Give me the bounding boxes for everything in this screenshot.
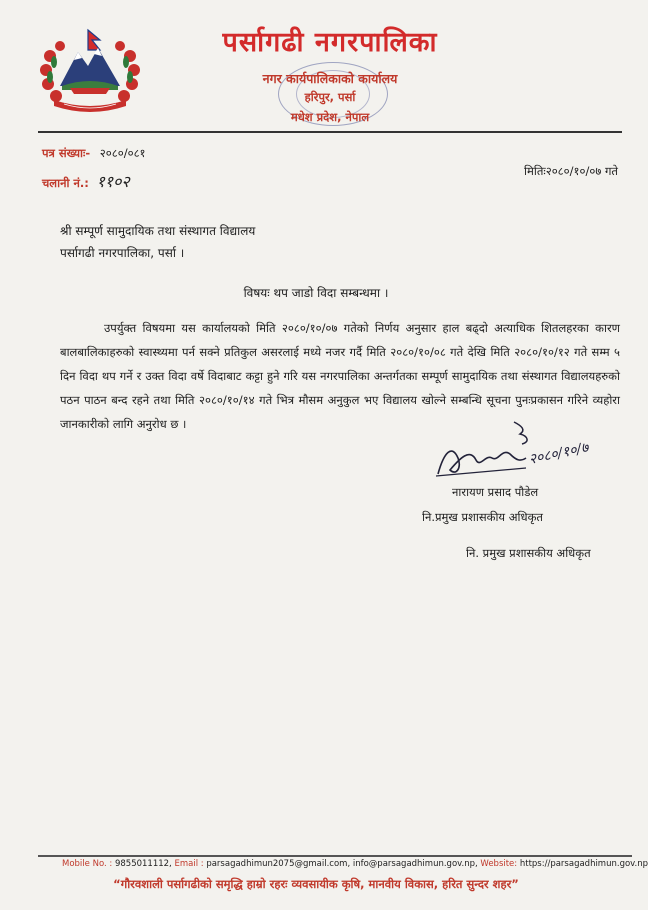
mobile-label: Mobile No. : xyxy=(62,859,113,869)
website-url: https://parsagadhimun.gov.np xyxy=(519,859,648,869)
website-label: Website: xyxy=(480,859,518,869)
handwritten-signature xyxy=(430,418,620,482)
addressee-line-1: श्री सम्पूर्ण सामुदायिक तथा संस्थागत विद्यालय xyxy=(60,224,256,238)
footer-divider xyxy=(38,855,632,857)
dispatch-number xyxy=(42,170,130,192)
letter-body: उपर्युक्त विषयमा यस कार्यालयको मिति २०८०/१०/०७ गतेको निर्णय अनुसार हाल बढ्दो अत्याधिक शितलहरका कारण बालबालिकाहरुको स्वास्थ्यमा पर्न सक्ने प्रतिकुल असरलाई मध्ये नजर गर्दै मिति २०८०/१०/०८ गते देखि मिति २०८०/१०/१२ गते सम्म ५ दिन विदा थप गर्ने र उक्त विदा वर्षे विदाबाट कट्टा हुने गरि यस नगरपालिका अन्तर्गतका सम्पूर्ण सामुदायिक तथा संस्थागत विद्यालयहरुको पठन पाठन बन्द रहने तथा मिति २०८०/१०/१४ गते भित्र मौसम अनुकुल भए विद्यालय खोल्ने सम्बन्धि सूचना पुनःप्रकासन गरिने व्यहोरा जानकारीको लागि अनुरोध छ । xyxy=(60,321,620,431)
header-divider xyxy=(38,131,622,133)
organization-name: पर्सागढी नगरपालिका xyxy=(222,27,438,58)
office-place: हरिपुर, पर्सा xyxy=(304,90,356,104)
signatory-name: नारायण प्रसाद पौडेल xyxy=(452,485,539,499)
dispatch-number-value: ११०२ xyxy=(96,172,130,191)
addressee-line-2: पर्सागढी नगरपालिका, पर्सा । xyxy=(60,246,185,260)
letter-date: मितिः२०८०/१०/०७ गते xyxy=(524,164,618,178)
mobile-number: 9855011112, xyxy=(114,859,172,869)
letter-number xyxy=(42,146,146,161)
footer-contact xyxy=(62,859,648,869)
email-label: Email : xyxy=(174,859,204,869)
letter-number-value: २०८०/०८१ xyxy=(99,146,146,160)
letter-subject: विषयः थप जाडो विदा सम्बन्धमा । xyxy=(243,286,389,300)
email-addresses: parsagadhimun2075@gmail.com, info@parsagadhimun.gov.np, xyxy=(206,859,478,869)
office-province: मधेश प्रदेश, नेपाल xyxy=(290,110,370,124)
nepal-government-emblem-icon xyxy=(34,26,146,114)
office-name: नगर कार्यपालिकाको कार्यालय xyxy=(262,71,398,86)
signatory-post-typed: नि. प्रमुख प्रशासकीय अधिकृत xyxy=(466,546,591,560)
footer-motto: “गौरवशाली पर्सागढीको समृद्धि हाम्रो रहरः व्यवसायीक कृषि, मानवीय विकास, हरित सुन्दर शहर” xyxy=(113,877,519,891)
signatory-post: नि.प्रमुख प्रशासकीय अधिकृत xyxy=(422,510,543,524)
dispatch-number-label: चलानी नं.: xyxy=(42,176,89,190)
letter-number-label: पत्र संख्याः- xyxy=(42,146,91,160)
signature-date: २०८०/१०/७ xyxy=(527,439,590,468)
